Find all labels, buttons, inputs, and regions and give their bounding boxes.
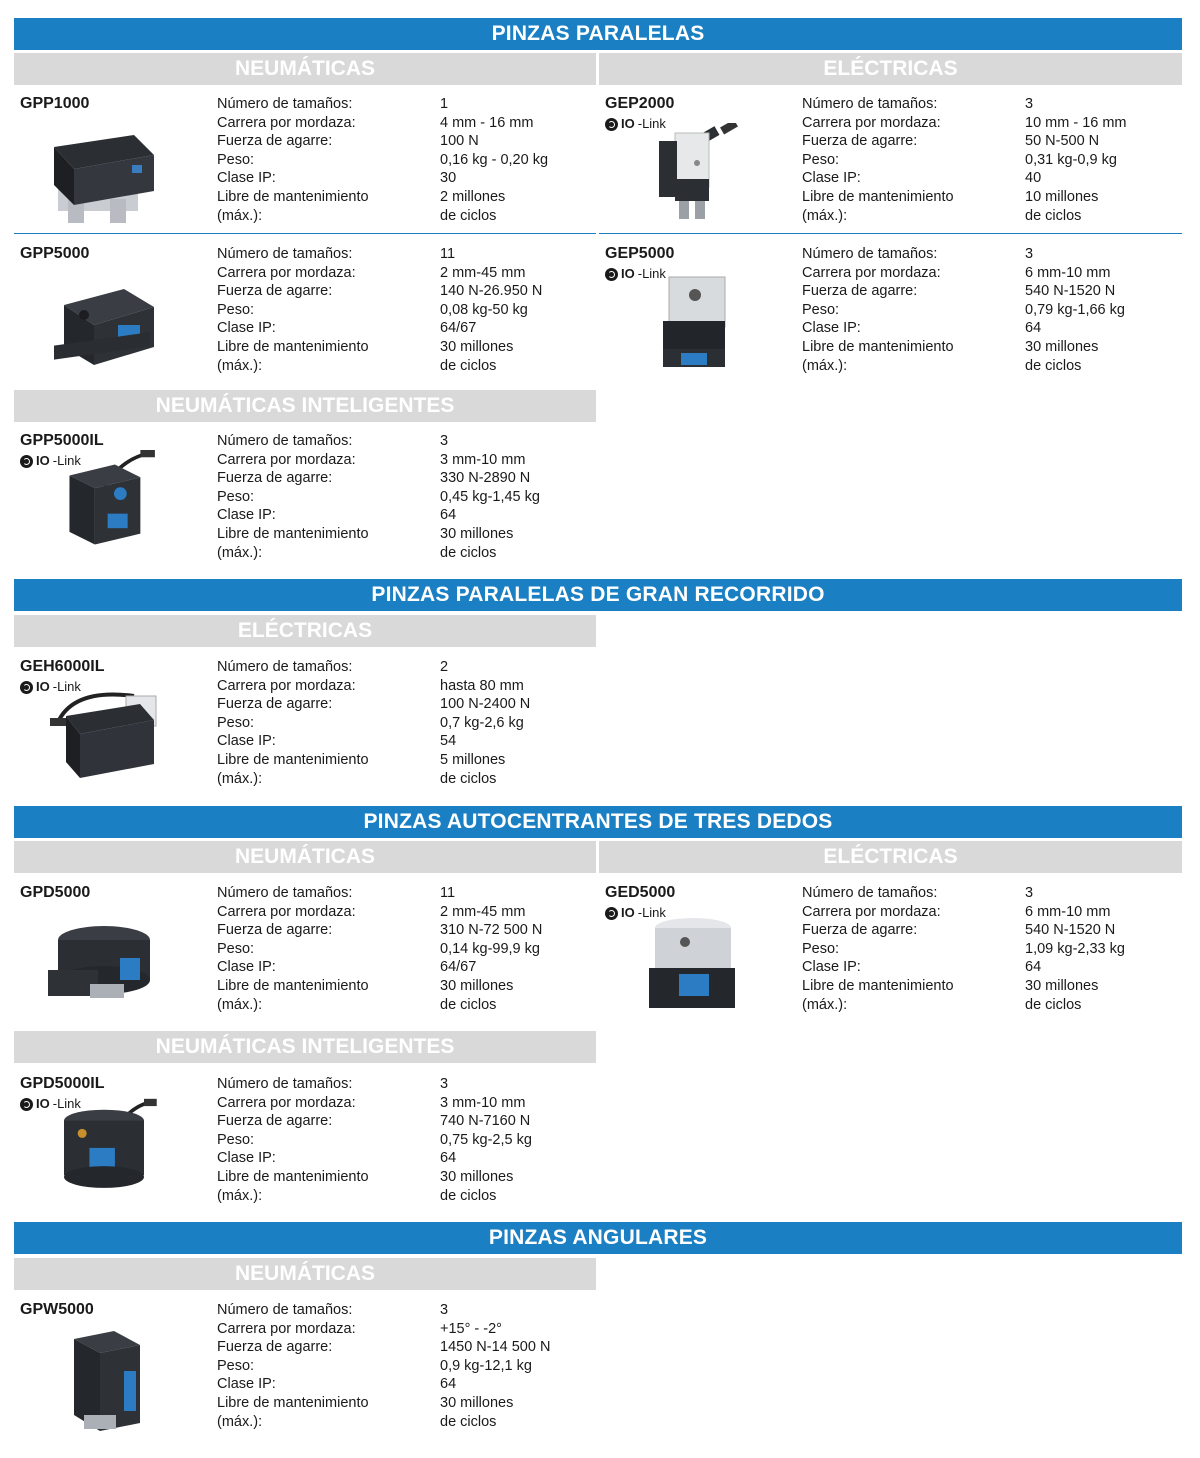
label-libre: Libre de mantenimiento: [217, 525, 369, 542]
label-max: (máx.):: [217, 770, 263, 787]
value-fuerza: 100 N: [440, 133, 479, 150]
gripper-image: [629, 123, 749, 223]
value-ciclos: de ciclos: [440, 544, 497, 561]
value-fuerza: 540 N-1520 N: [1025, 283, 1116, 300]
label-peso: Peso:: [802, 940, 840, 957]
label-max: (máx.):: [217, 207, 263, 224]
gripper-image: [44, 682, 164, 782]
label-max: (máx.):: [217, 1413, 263, 1430]
spec-values: [440, 95, 600, 225]
label-libre: Libre de mantenimiento: [802, 977, 954, 994]
iolink-link: -Link: [52, 1096, 81, 1111]
iolink-link: -Link: [637, 905, 666, 920]
label-max: (máx.):: [802, 207, 848, 224]
spec-labels: [217, 95, 437, 225]
iolink-link: -Link: [637, 266, 666, 281]
value-tamanos: 2: [440, 659, 449, 675]
row-divider: [599, 233, 1182, 234]
gripper-image: [44, 914, 164, 1014]
value-ip: 64: [440, 1376, 457, 1393]
value-libre: 30 millones: [440, 977, 514, 994]
label-carrera: Carrera por mordaza:: [217, 677, 356, 694]
label-max: (máx.):: [217, 544, 263, 561]
iolink-icon: [605, 118, 618, 131]
gripper-image: [44, 125, 164, 225]
value-fuerza: 50 N-500 N: [1025, 133, 1100, 150]
value-carrera: 3 mm-10 mm: [440, 451, 526, 468]
value-carrera: 2 mm-45 mm: [440, 264, 526, 281]
label-libre: Libre de mantenimiento: [217, 338, 369, 355]
value-libre: 30 millones: [440, 338, 514, 355]
gripper-image: [44, 1097, 164, 1197]
value-fuerza: 310 N-72 500 N: [440, 922, 543, 939]
value-carrera: 4 mm - 16 mm: [440, 114, 534, 131]
label-ip: Clase IP:: [217, 320, 276, 337]
value-peso: 0,7 kg-2,6 kg: [440, 714, 524, 731]
spec-labels: [217, 884, 437, 1014]
value-libre: 30 millones: [440, 1168, 514, 1185]
value-carrera: 2 mm-45 mm: [440, 903, 526, 920]
label-carrera: Carrera por mordaza:: [802, 114, 941, 131]
value-carrera: 3 mm-10 mm: [440, 1094, 526, 1111]
value-ciclos: de ciclos: [440, 770, 497, 787]
iolink-io: IO: [621, 905, 635, 920]
iolink-icon: [20, 681, 33, 694]
iolink-icon: [605, 907, 618, 920]
value-peso: 0,16 kg - 0,20 kg: [440, 151, 549, 168]
gripper-image: [44, 275, 164, 375]
value-fuerza: 740 N-7160 N: [440, 1113, 531, 1130]
product-gep2000: [599, 95, 1179, 235]
label-max: (máx.):: [217, 357, 263, 374]
value-carrera: hasta 80 mm: [440, 677, 524, 694]
spec-labels: [802, 245, 1022, 375]
label-max: (máx.):: [217, 1187, 263, 1204]
subsection-neumaticas: NEUMÁTICAS: [14, 53, 596, 85]
spec-values: [440, 1301, 600, 1431]
subsection-inteligentes: NEUMÁTICAS INTELIGENTES: [14, 390, 596, 422]
value-ip: 64: [1025, 320, 1042, 337]
value-carrera: 10 mm - 16 mm: [1025, 114, 1127, 131]
iolink-icon: [20, 455, 33, 468]
spec-labels: [217, 245, 437, 375]
label-libre: Libre de mantenimiento: [217, 1168, 369, 1185]
section-header-gran-recorrido: PINZAS PARALELAS DE GRAN RECORRIDO: [14, 579, 1182, 611]
value-fuerza: 540 N-1520 N: [1025, 922, 1116, 939]
label-carrera: Carrera por mordaza:: [802, 264, 941, 281]
value-ip: 64: [440, 1150, 457, 1167]
iolink-icon: [20, 1098, 33, 1111]
label-ip: Clase IP:: [802, 170, 861, 187]
value-tamanos: 3: [1025, 246, 1034, 262]
value-libre: 5 millones: [440, 751, 506, 768]
iolink-io: IO: [36, 453, 50, 468]
spec-labels: [217, 1075, 437, 1205]
value-tamanos: 3: [1025, 96, 1034, 112]
value-peso: 0,45 kg-1,45 kg: [440, 488, 540, 505]
label-tamanos: Número de tamaños:: [217, 96, 353, 112]
value-ciclos: de ciclos: [440, 1413, 497, 1430]
product-gpp5000: [14, 245, 594, 385]
value-fuerza: 1450 N-14 500 N: [440, 1339, 551, 1356]
iolink-icon: [605, 268, 618, 281]
label-ip: Clase IP:: [217, 1376, 276, 1393]
label-fuerza: Fuerza de agarre:: [802, 922, 918, 939]
label-carrera: Carrera por mordaza:: [217, 114, 356, 131]
value-tamanos: 3: [440, 1302, 449, 1318]
label-max: (máx.):: [802, 996, 848, 1013]
spec-labels: [217, 658, 437, 788]
label-fuerza: Fuerza de agarre:: [217, 470, 333, 487]
value-tamanos: 3: [1025, 885, 1034, 901]
label-max: (máx.):: [802, 357, 848, 374]
section-header-angulares: PINZAS ANGULARES: [14, 1222, 1182, 1254]
product-gep5000: [599, 245, 1179, 385]
iolink-io: IO: [621, 266, 635, 281]
value-libre: 10 millones: [1025, 188, 1099, 205]
row-divider: [14, 233, 596, 234]
value-ip: 54: [440, 733, 457, 750]
label-tamanos: Número de tamaños:: [217, 659, 353, 675]
label-fuerza: Fuerza de agarre:: [802, 133, 918, 150]
label-carrera: Carrera por mordaza:: [217, 1094, 356, 1111]
value-carrera: +15° - -2°: [440, 1320, 502, 1337]
section-header-paralelas: PINZAS PARALELAS: [14, 18, 1182, 50]
value-fuerza: 100 N-2400 N: [440, 696, 531, 713]
label-ip: Clase IP:: [217, 959, 276, 976]
value-libre: 30 millones: [440, 525, 514, 542]
product-geh6000il: [14, 658, 594, 798]
spec-labels: [802, 884, 1022, 1014]
spec-values: [440, 432, 600, 562]
spec-labels: [802, 95, 1022, 225]
iolink-link: -Link: [637, 116, 666, 131]
value-tamanos: 11: [440, 246, 456, 262]
value-ciclos: de ciclos: [440, 996, 497, 1013]
label-fuerza: Fuerza de agarre:: [802, 283, 918, 300]
label-fuerza: Fuerza de agarre:: [217, 1339, 333, 1356]
value-ip: 64: [1025, 959, 1042, 976]
label-peso: Peso:: [802, 151, 840, 168]
product-name: GED5000: [605, 884, 676, 901]
section-header-autocentrantes: PINZAS AUTOCENTRANTES DE TRES DEDOS: [14, 806, 1182, 838]
iolink-io: IO: [621, 116, 635, 131]
spec-values: [440, 658, 600, 788]
spec-values: [1025, 95, 1185, 225]
value-tamanos: 1: [440, 96, 449, 112]
product-gpp1000: [14, 95, 594, 235]
product-gpp5000il: [14, 432, 594, 572]
subsection-electricas: ELÉCTRICAS: [14, 615, 596, 647]
product-name: GEP2000: [605, 95, 675, 112]
label-tamanos: Número de tamaños:: [217, 1076, 353, 1092]
value-ip: 40: [1025, 170, 1042, 187]
value-peso: 0,31 kg-0,9 kg: [1025, 151, 1117, 168]
iolink-link: -Link: [52, 453, 81, 468]
value-tamanos: 3: [440, 1076, 449, 1092]
label-carrera: Carrera por mordaza:: [217, 451, 356, 468]
label-peso: Peso:: [217, 301, 255, 318]
value-peso: 0,14 kg-99,9 kg: [440, 940, 540, 957]
label-peso: Peso:: [217, 151, 255, 168]
value-ip: 30: [440, 170, 457, 187]
label-ip: Clase IP:: [217, 170, 276, 187]
value-fuerza: 330 N-2890 N: [440, 470, 531, 487]
value-tamanos: 11: [440, 885, 456, 901]
label-tamanos: Número de tamaños:: [217, 433, 353, 449]
iolink-io: IO: [36, 679, 50, 694]
label-carrera: Carrera por mordaza:: [217, 264, 356, 281]
label-tamanos: Número de tamaños:: [217, 885, 353, 901]
label-tamanos: Número de tamaños:: [802, 96, 938, 112]
spec-values: [440, 1075, 600, 1205]
label-peso: Peso:: [217, 1357, 255, 1374]
label-tamanos: Número de tamaños:: [217, 246, 353, 262]
product-name: GPW5000: [20, 1301, 94, 1318]
label-libre: Libre de mantenimiento: [217, 1394, 369, 1411]
label-tamanos: Número de tamaños:: [802, 246, 938, 262]
label-ip: Clase IP:: [217, 1150, 276, 1167]
label-peso: Peso:: [802, 301, 840, 318]
label-fuerza: Fuerza de agarre:: [217, 922, 333, 939]
label-fuerza: Fuerza de agarre:: [217, 283, 333, 300]
gripper-image: [44, 1327, 164, 1437]
product-name: GPP5000: [20, 245, 90, 262]
label-fuerza: Fuerza de agarre:: [217, 696, 333, 713]
value-carrera: 6 mm-10 mm: [1025, 903, 1111, 920]
value-ciclos: de ciclos: [1025, 207, 1082, 224]
subsection-inteligentes: NEUMÁTICAS INTELIGENTES: [14, 1031, 596, 1063]
product-name: GEP5000: [605, 245, 675, 262]
label-ip: Clase IP:: [217, 507, 276, 524]
label-fuerza: Fuerza de agarre:: [217, 1113, 333, 1130]
spec-labels: [217, 432, 437, 562]
product-ged5000: [599, 884, 1179, 1024]
value-libre: 30 millones: [1025, 977, 1099, 994]
value-peso: 0,75 kg-2,5 kg: [440, 1131, 532, 1148]
label-ip: Clase IP:: [217, 733, 276, 750]
value-ip: 64/67: [440, 320, 477, 337]
label-libre: Libre de mantenimiento: [217, 188, 369, 205]
label-max: (máx.):: [217, 996, 263, 1013]
label-libre: Libre de mantenimiento: [217, 751, 369, 768]
value-ciclos: de ciclos: [1025, 996, 1082, 1013]
spec-values: [440, 245, 600, 375]
value-fuerza: 140 N-26.950 N: [440, 283, 543, 300]
label-libre: Libre de mantenimiento: [802, 188, 954, 205]
value-ciclos: de ciclos: [440, 357, 497, 374]
label-fuerza: Fuerza de agarre:: [217, 133, 333, 150]
subsection-neumaticas: NEUMÁTICAS: [14, 1258, 596, 1290]
label-tamanos: Número de tamaños:: [217, 1302, 353, 1318]
value-peso: 0,08 kg-50 kg: [440, 301, 528, 318]
spec-values: [440, 884, 600, 1014]
gripper-image: [629, 914, 749, 1014]
value-ciclos: de ciclos: [440, 1187, 497, 1204]
product-name: GEH6000IL: [20, 658, 105, 675]
value-peso: 1,09 kg-2,33 kg: [1025, 940, 1125, 957]
value-peso: 0,79 kg-1,66 kg: [1025, 301, 1125, 318]
label-peso: Peso:: [217, 1131, 255, 1148]
subsection-electricas: ELÉCTRICAS: [599, 53, 1182, 85]
product-name: GPP5000IL: [20, 432, 104, 449]
label-ip: Clase IP:: [802, 959, 861, 976]
iolink-link: -Link: [52, 679, 81, 694]
value-libre: 30 millones: [440, 1394, 514, 1411]
label-libre: Libre de mantenimiento: [802, 338, 954, 355]
gripper-image: [44, 450, 164, 550]
spec-labels: [217, 1301, 437, 1431]
label-carrera: Carrera por mordaza:: [802, 903, 941, 920]
product-gpd5000il: [14, 1075, 594, 1215]
product-name: GPP1000: [20, 95, 90, 112]
value-libre: 30 millones: [1025, 338, 1099, 355]
value-libre: 2 millones: [440, 188, 506, 205]
subsection-electricas: ELÉCTRICAS: [599, 841, 1182, 873]
spec-values: [1025, 884, 1185, 1014]
label-peso: Peso:: [217, 714, 255, 731]
value-peso: 0,9 kg-12,1 kg: [440, 1357, 532, 1374]
label-carrera: Carrera por mordaza:: [217, 903, 356, 920]
product-name: GPD5000: [20, 884, 91, 901]
spec-values: [1025, 245, 1185, 375]
label-peso: Peso:: [217, 488, 255, 505]
value-carrera: 6 mm-10 mm: [1025, 264, 1111, 281]
value-tamanos: 3: [440, 433, 449, 449]
product-name: GPD5000IL: [20, 1075, 105, 1092]
subsection-neumaticas: NEUMÁTICAS: [14, 841, 596, 873]
product-gpd5000: [14, 884, 594, 1024]
label-ip: Clase IP:: [802, 320, 861, 337]
gripper-image: [629, 273, 749, 373]
iolink-io: IO: [36, 1096, 50, 1111]
label-peso: Peso:: [217, 940, 255, 957]
value-ciclos: de ciclos: [440, 207, 497, 224]
value-ip: 64/67: [440, 959, 477, 976]
product-gpw5000: [14, 1301, 594, 1441]
label-tamanos: Número de tamaños:: [802, 885, 938, 901]
value-ip: 64: [440, 507, 457, 524]
label-carrera: Carrera por mordaza:: [217, 1320, 356, 1337]
label-libre: Libre de mantenimiento: [217, 977, 369, 994]
value-ciclos: de ciclos: [1025, 357, 1082, 374]
